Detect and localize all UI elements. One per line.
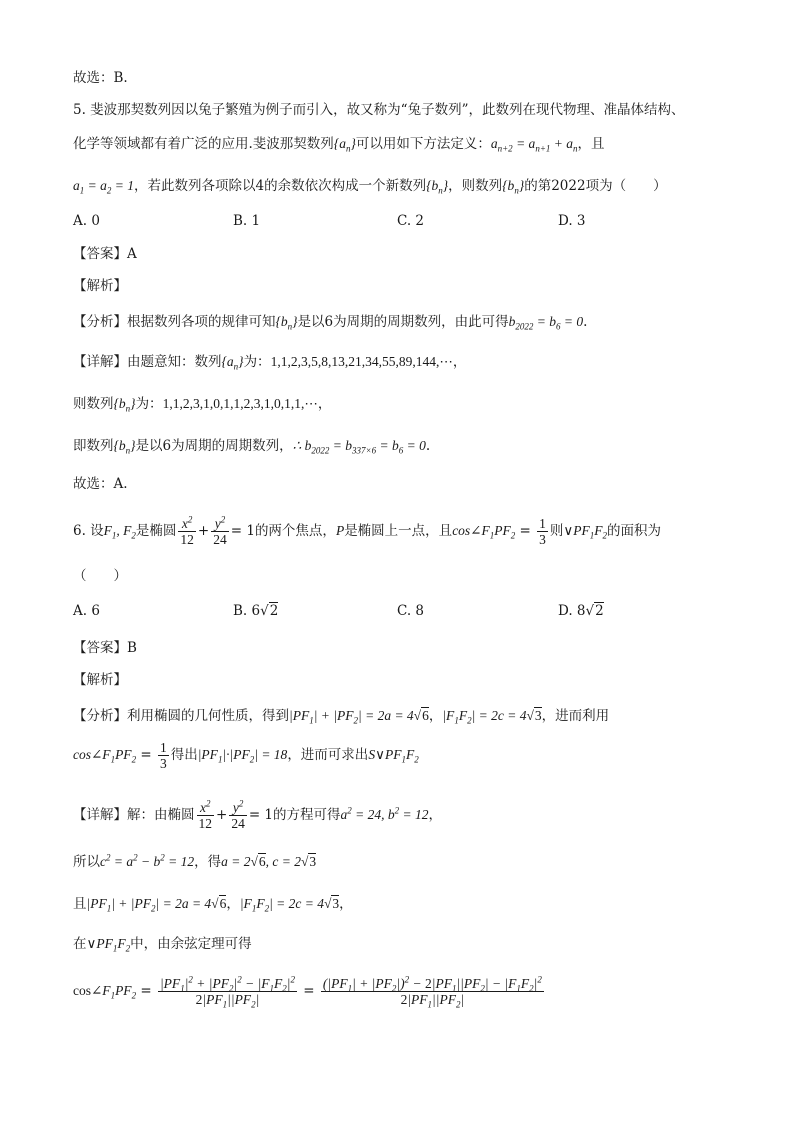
q5-fenxi: 【分析】根据数列各项的规律可知$\{b_n\}$是以6为周期的周期数列，由此可得$b_{2022} = b_6 = 0$. [73, 314, 588, 332]
q5-period: 即数列$\{b_n\}$是以6为周期的周期数列，∴ $b_{2022} = b_{337\times 6} = b_6 = 0$. [73, 438, 431, 456]
q6-xiangjie: 【详解】解：由椭圆 $\frac{x^2}{12}$ + $\frac{y^2}{24}$ = 1的方程可得$a^2 = 24$, $b^2 = 12$， [73, 798, 443, 831]
q6-option-a: A. 6 [73, 603, 100, 619]
q5-option-c: C. 2 [397, 213, 425, 229]
q5-option-a: A. 0 [73, 213, 100, 229]
q5-analysis-heading: 【解析】 [73, 278, 127, 294]
q6-fenxi-line2: $\cos\angle F_1PF_2$ = $\frac{1}{3}$ 得出$|PF_1|\cdot|PF_2| = 18$，进而可求出$S\vee PF_1F_2$ [73, 740, 419, 771]
q6-cosine-formula: $\cos\angle F_1PF_2$ = $\frac{|PF_1|^2 + |PF_2|^2 - |F_1F_2|^2}{2|PF_1||PF_2|}$ = $\frac{(|PF_1| + |PF_2|)^2 - 2|PF_1||PF_2| - |F_1F_2|^2}{2|PF_1||PF_2|}$ [73, 974, 542, 1010]
q5-option-b: B. 1 [233, 213, 261, 229]
q5-stem-line3: $a_1 = a_2 = 1$，若此数列各项除以4的余数依次构成一个新数列$\{b_n\}$，则数列$\{b_n\}$的第2022项为（ ） [73, 178, 667, 196]
q6-analysis-heading: 【解析】 [73, 672, 127, 688]
q6-qie: 且$|PF_1| + |PF_2| = 2a = 4√6$，$|F_1F_2| = 2c = 4√3$， [73, 896, 353, 914]
q6-zai: 在$\vee PF_1F_2$中，由余弦定理可得 [73, 936, 252, 954]
q5-sequence-b: 则数列$\{b_n\}$为：1,1,2,3,1,0,1,1,2,3,1,0,1,1,⋯， [73, 396, 332, 414]
previous-answer-line: 故选：B. [73, 70, 128, 86]
q5-xiangjie: 【详解】由题意知：数列$\{a_n\}$为：1,1,2,3,5,8,13,21,34,55,89,144,⋯， [73, 354, 467, 372]
q6-fenxi-line1: 【分析】利用椭圆的几何性质，得到$|PF_1| + |PF_2| = 2a = 4√6$，$|F_1F_2| = 2c = 4√3$，进而利用 [73, 708, 610, 726]
q5-conclusion: 故选：A. [73, 476, 128, 492]
q5-answer: 【答案】A [73, 246, 137, 262]
q6-option-c: C. 8 [397, 603, 425, 619]
q6-stem: 6. 设$F_1$, $F_2$是椭圆 $\frac{x^2}{12}$ + $\frac{y^2}{24}$ = 1的两个焦点，P是椭圆上一点，且$\cos\angle F_1PF_2$ = $\frac{1}{3}$ 则$\vee PF_1F_2$的面积为 [73, 514, 662, 547]
q6-answer: 【答案】B [73, 640, 137, 656]
q6-option-b: B. 6√2 [233, 603, 279, 619]
q5-option-d: D. 3 [558, 213, 586, 229]
q6-paren: （ ） [73, 568, 127, 584]
q5-stem-line2: 化学等领域都有着广泛的应用.斐波那契数列$\{a_n\}$可以用如下方法定义：$a_{n+2} = a_{n+1} + a_n$，且 [73, 136, 605, 154]
q6-suoyi: 所以$c^2 = a^2 - b^2 = 12$，得a = 2√6, c = 2√3 [73, 852, 317, 870]
q6-option-d: D. 8√2 [558, 603, 604, 619]
q5-stem-line1: 5. 斐波那契数列因以兔子繁殖为例子而引入，故又称为“兔子数列”，此数列在现代物理、准晶体结构、 [73, 102, 685, 118]
